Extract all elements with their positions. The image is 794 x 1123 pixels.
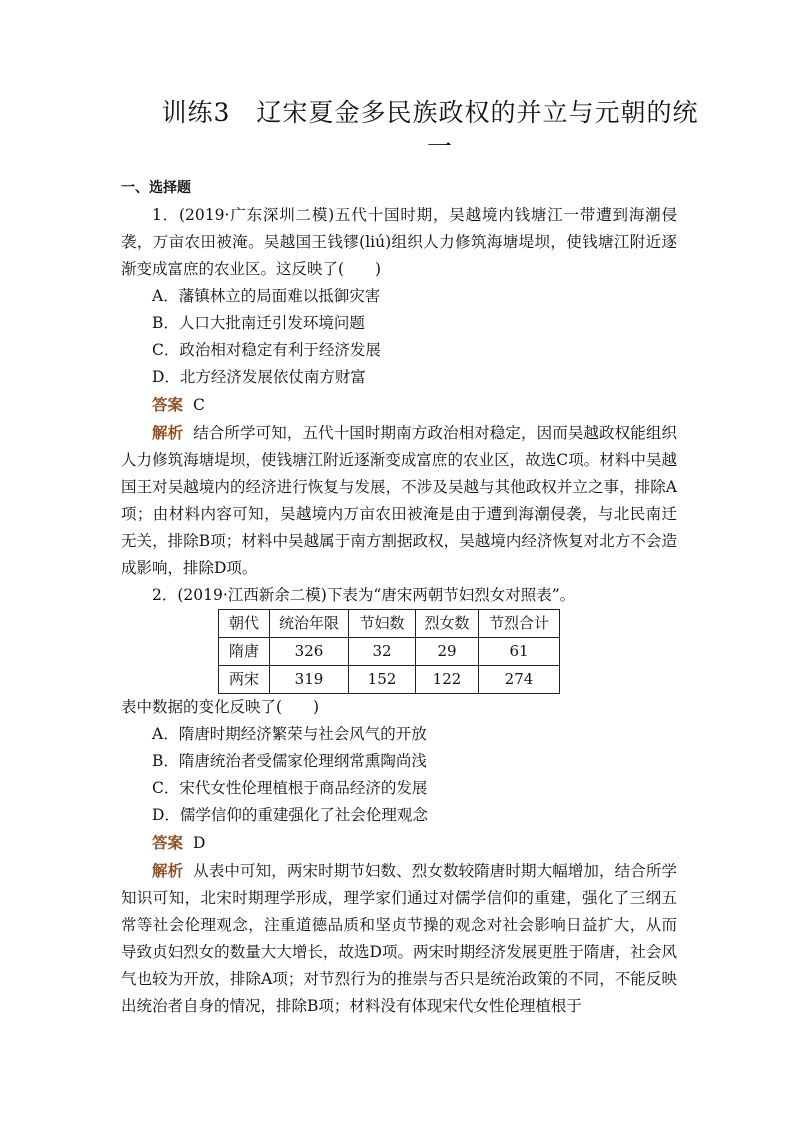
table-header-cell: 节妇数	[349, 610, 416, 638]
table-cell: 274	[479, 666, 560, 694]
table-cell: 32	[349, 638, 416, 666]
table-row	[219, 666, 560, 694]
question-2-answer	[121, 829, 677, 857]
table-header-row	[219, 610, 560, 638]
analysis-text: 结合所学可知，五代十国时期南方政治相对稳定，因而吴越政权能组织人力修筑海塘堤坝，使钱塘江附近逐渐变成富庶的农业区，故选C项。材料中吴越国王对吴越境内的经济进行恢复与发展，不涉及吴越与其他政权并立之事，排除A项；由材料内容可知，吴越境内万亩农田被淹是由于遭到海潮侵袭，与北民南迁无关，排除B项；材料中吴越属于南方割据政权，吴越境内经济恢复对北方不会造成影响，排除D项。	[121, 424, 677, 577]
question-1-option-a: A．藩镇林立的局面难以抵御灾害	[152, 287, 381, 305]
data-table	[218, 609, 560, 694]
analysis-label: 解析	[152, 861, 184, 880]
answer-label: 答案	[152, 395, 184, 414]
document-body	[121, 175, 677, 1020]
table-cell: 两宋	[219, 666, 270, 694]
table-cell: 319	[270, 666, 349, 694]
answer-value: C	[193, 396, 205, 414]
table-cell: 152	[349, 666, 416, 694]
question-1-analysis	[121, 419, 677, 582]
question-2-analysis	[121, 857, 677, 1020]
question-2-option-d: D．儒学信仰的重建强化了社会伦理观念	[152, 806, 428, 824]
question-2-option-a: A．隋唐时期经济繁荣与社会风气的开放	[152, 725, 427, 743]
table-header-cell: 节烈合计	[479, 610, 560, 638]
table-header-cell: 统治年限	[270, 610, 349, 638]
question-2-option-b: B．隋唐统治者受儒家伦理纲常熏陶尚浅	[152, 752, 427, 770]
page-title	[120, 96, 740, 164]
table-cell: 122	[416, 666, 479, 694]
question-2-stem: 2．(2019·江西新余二模)下表为“唐宋两朝节妇烈女对照表”。	[152, 586, 576, 604]
table-header-cell: 烈女数	[416, 610, 479, 638]
analysis-text: 从表中可知，两宋时期节妇数、烈女数较隋唐时期大幅增加，结合所学知识可知，北宋时期理学形成，理学家们通过对儒学信仰的重建，强化了三纲五常等社会伦理观念，注重道德品质和坚贞节操的观念对社会影响日益扩大，从而导致贞妇烈女的数量大大增长，故选D项。两宋时期经济发展更胜于隋唐，社会风气也较为开放，排除A项；对节烈行为的推崇与否只是统治政策的不同，不能反映出统治者自身的情况，排除B项；材料没有体现宋代女性伦理植根于	[121, 862, 677, 1015]
table-cell: 隋唐	[219, 638, 270, 666]
question-1-option-b: B．人口大批南迁引发环境问题	[152, 314, 365, 332]
question-2-option-c: C．宋代女性伦理植根于商品经济的发展	[152, 779, 428, 797]
table-cell: 29	[416, 638, 479, 666]
question-1-answer	[121, 391, 677, 419]
table-cell: 326	[270, 638, 349, 666]
title-line-2: 一	[426, 132, 453, 161]
question-1-option-c: C．政治相对稳定有利于经济发展	[152, 341, 381, 359]
title-line-1: 训练3 辽宋夏金多民族政权的并立与元朝的统	[161, 98, 699, 127]
question-1-stem: 1．(2019·广东深圳二模)五代十国时期，吴越境内钱塘江一带遭到海潮侵袭，万亩农田被淹。吴越国王钱镠(liú)组织人力修筑海塘堤坝，使钱塘江附近逐渐变成富庶的农业区。这反映了( )	[121, 206, 677, 278]
table-header-cell: 朝代	[219, 610, 270, 638]
table-cell: 61	[479, 638, 560, 666]
section-heading: 一、选择题	[121, 180, 191, 196]
answer-value: D	[193, 834, 206, 852]
analysis-label: 解析	[152, 423, 184, 442]
question-1-option-d: D．北方经济发展依仗南方财富	[152, 368, 366, 386]
table-row	[219, 638, 560, 666]
question-2-prompt: 表中数据的变化反映了( )	[121, 698, 320, 716]
answer-label: 答案	[152, 833, 184, 852]
